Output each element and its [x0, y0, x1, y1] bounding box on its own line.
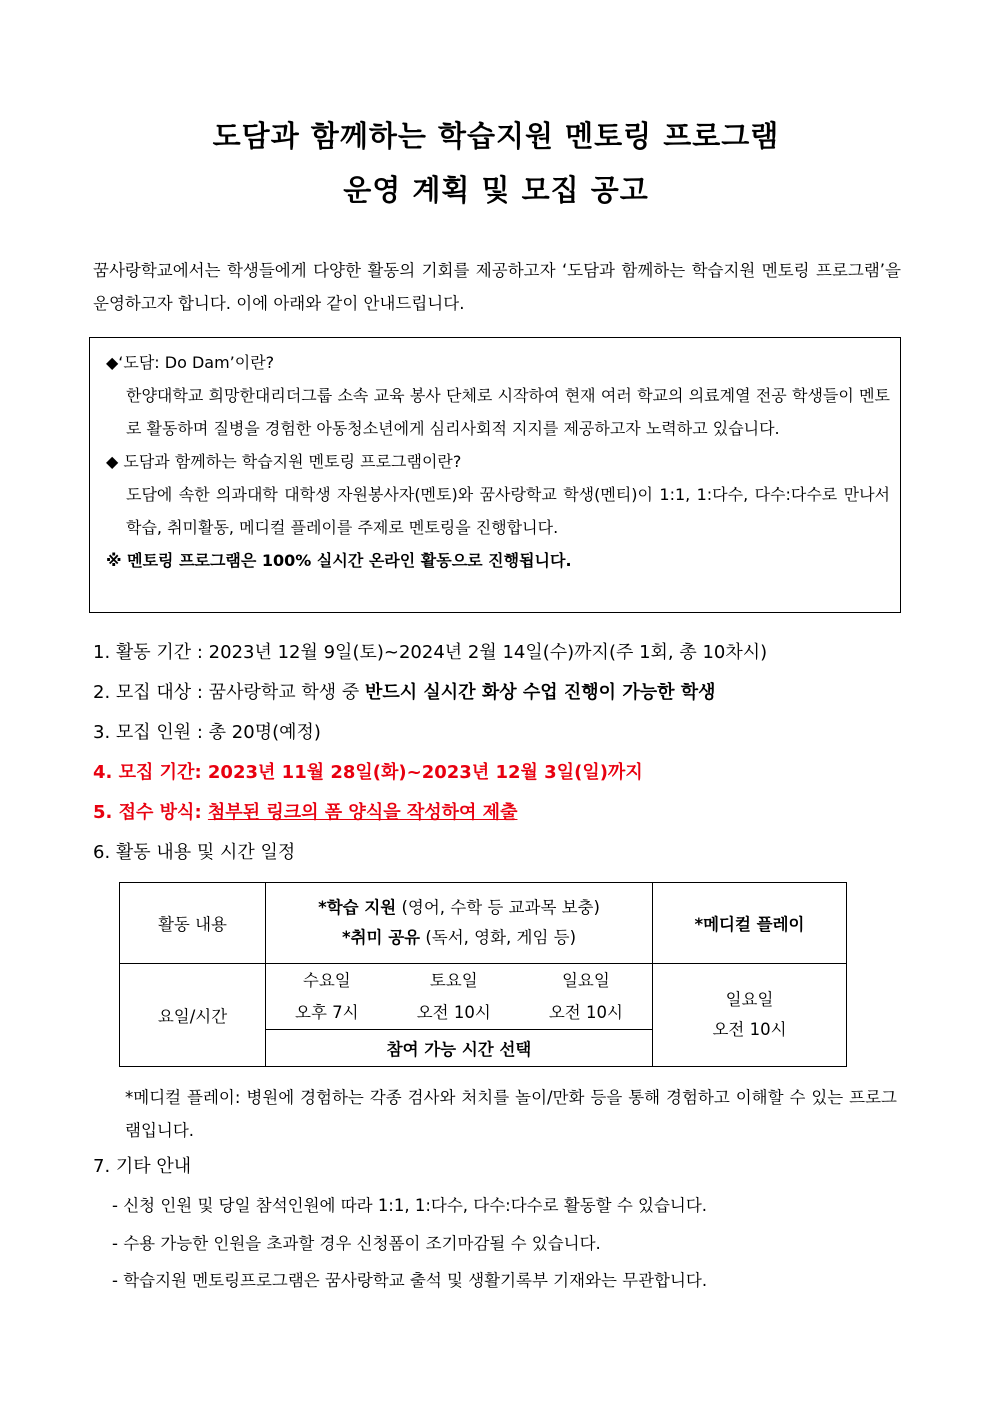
info-question-program: ◆ 도담과 함께하는 학습지원 멘토링 프로그램이란?	[106, 452, 462, 471]
study-support-detail: (영어, 수학 등 교과목 보충)	[396, 898, 600, 917]
item-activity-period: 1. 활동 기간 : 2023년 12월 9일(토)~2024년 2월 14일(수)까지(주 1회, 총 10차시)	[93, 642, 768, 663]
hobby-share-line	[266, 923, 652, 953]
etc-heading: 7. 기타 안내	[93, 1156, 192, 1177]
time-label: 오후 7시	[295, 1002, 359, 1022]
hobby-share-label: *취미 공유	[341, 928, 421, 947]
study-support-line	[266, 893, 652, 923]
info-answer-program: 도담에 속한 의과대학 대학생 자원봉사자(멘토)와 꿈사랑학교 학생(멘티)이 1:1, 1:다수, 다수:다수로 만나서 학습, 취미활동, 메디컬 플레이를 주제로 멘토링을 진행합니다.	[126, 485, 890, 537]
info-question-dodam: ◆‘도담: Do Dam’이란?	[106, 353, 275, 372]
item-apply-method	[93, 798, 517, 824]
item-target-emphasis: 반드시 실시간 화상 수업 진행이 가능한 학생	[364, 682, 716, 703]
item-recruit-period: 4. 모집 기간: 2023년 11월 28일(화)~2023년 12월 3일(일)까지	[93, 762, 643, 783]
day-option-saturday	[417, 965, 491, 1029]
day-label: 수요일	[302, 970, 351, 990]
title-line-1: 도담과 함께하는 학습지원 멘토링 프로그램	[212, 119, 780, 153]
study-support-label: *학습 지원	[318, 898, 397, 917]
time-label: 오전 10시	[416, 1002, 491, 1022]
item-apply-prefix: 5. 접수 방식:	[93, 802, 208, 823]
item-schedule-heading: 6. 활동 내용 및 시간 일정	[93, 842, 296, 863]
title-line-2: 운영 계획 및 모집 공고	[343, 173, 649, 207]
medical-play-note: *메디컬 플레이: 병원에 경험하는 각종 검사와 처치를 놀이/만화 등을 통해 경험하고 이해할 수 있는 프로그램입니다.	[125, 1088, 897, 1140]
etc-line: - 수용 가능한 인원을 초과할 경우 신청폼이 조기마감될 수 있습니다.	[112, 1234, 601, 1253]
medical-play-header: *메디컬 플레이	[653, 883, 847, 964]
time-label: 오전 10시	[548, 1002, 623, 1022]
info-answer-dodam: 한양대학교 희망한대리더그룹 소속 교육 봉사 단체로 시작하여 현재 여러 학교의 의료계열 전공 학생들이 멘토로 활동하며 질병을 경험한 아동청소년에게 심리사회적 지지를 제공하고자 노력하고 있습니다.	[126, 386, 890, 438]
medical-time: 오전 10시	[712, 1020, 787, 1039]
item-headcount: 3. 모집 인원 : 총 20명(예정)	[93, 722, 321, 743]
day-option-sunday	[549, 965, 623, 1029]
row-label-day-time: 요일/시간	[120, 964, 266, 1067]
day-time-options	[266, 965, 652, 1029]
cell-medical-schedule	[653, 964, 847, 1067]
info-box	[89, 337, 901, 613]
row-label-activity: 활동 내용	[120, 883, 266, 964]
hobby-share-detail: (독서, 영화, 게임 등)	[420, 928, 577, 947]
apply-form-link[interactable]: 첨부된 링크의 폼 양식을 작성하여 제출	[207, 802, 518, 823]
etc-line: - 신청 인원 및 당일 참석인원에 따라 1:1, 1:다수, 다수:다수로 활동할 수 있습니다.	[112, 1196, 708, 1215]
item-target-prefix: 2. 모집 대상 : 꿈사랑학교 학생 중	[93, 682, 365, 703]
medical-day: 일요일	[725, 990, 774, 1009]
choose-time-cell: 참여 가능 시간 선택	[266, 1030, 653, 1067]
item-target	[93, 678, 716, 704]
day-label: 일요일	[561, 970, 610, 990]
etc-line: - 학습지원 멘토링프로그램은 꿈사랑학교 출석 및 생활기록부 기재와는 무관합니다.	[112, 1271, 708, 1290]
cell-activity-content	[266, 883, 653, 964]
day-option-wednesday	[295, 965, 359, 1029]
info-notice: ※ 멘토링 프로그램은 100% 실시간 온라인 활동으로 진행됩니다.	[106, 551, 572, 570]
intro-paragraph: 꿈사랑학교에서는 학생들에게 다양한 활동의 기회를 제공하고자 ‘도담과 함께하는 학습지원 멘토링 프로그램’을 운영하고자 합니다. 이에 아래와 같이 안내드립니다.	[93, 261, 901, 313]
day-label: 토요일	[429, 970, 478, 990]
cell-day-times	[266, 964, 653, 1030]
schedule-table	[119, 882, 847, 1067]
